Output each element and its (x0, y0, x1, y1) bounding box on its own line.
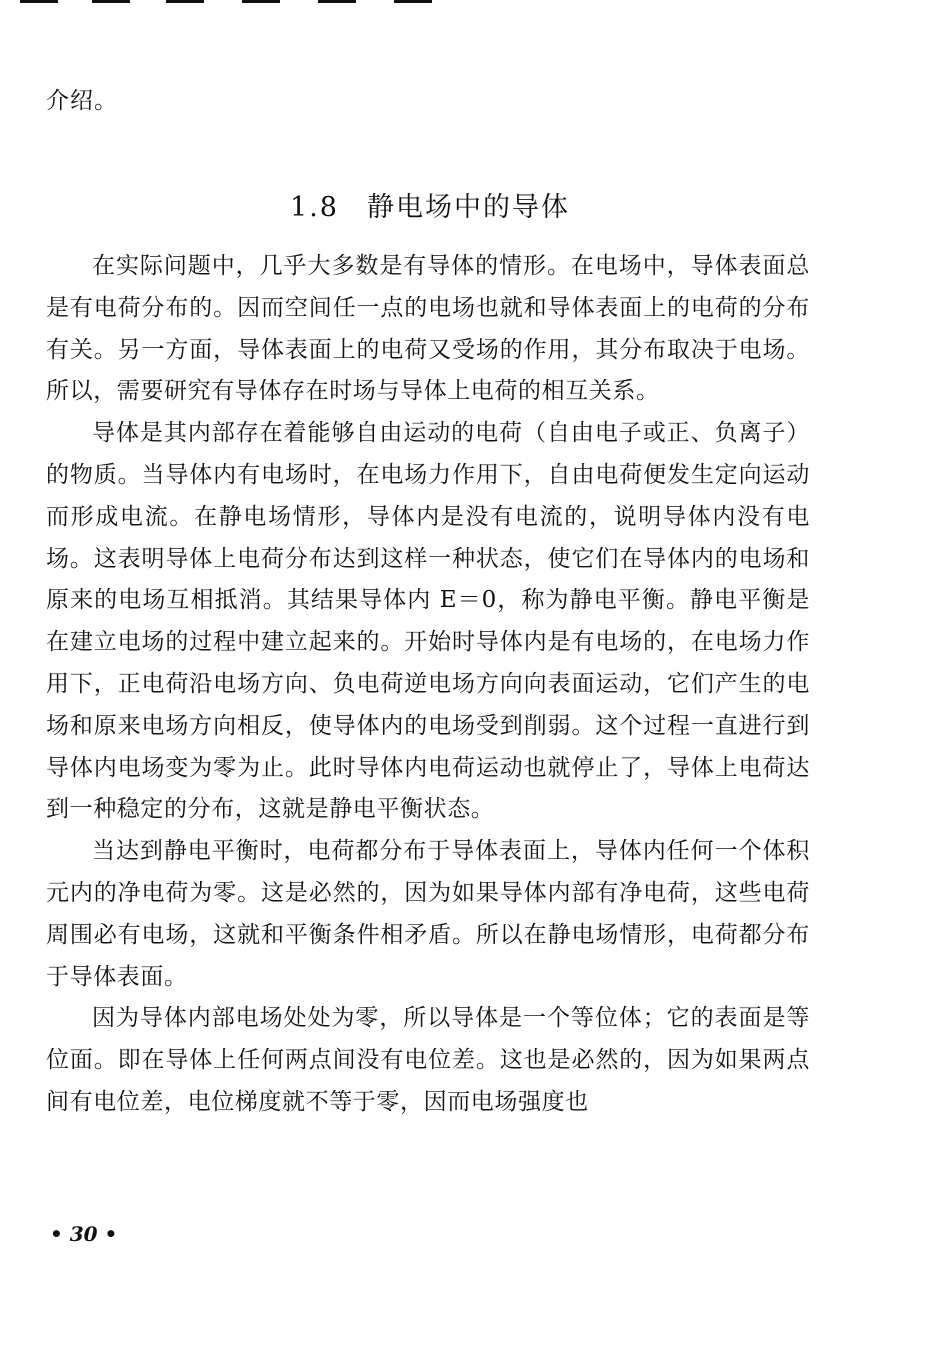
paragraph-3: 当达到静电平衡时，电荷都分布于导体表面上，导体内任何一个体积元内的净电荷为零。这是必然的，因为如果导体内部有净电荷，这些电荷周围必有电场，这就和平衡条件相矛盾。所以在静电场情形，电荷都分布于导体表面。 (46, 838, 810, 990)
margin-scan-mark (921, 1105, 929, 1129)
section-heading (0, 185, 860, 224)
section-number: 1.8 (290, 192, 339, 223)
paragraph-4: 因为导体内部电场处处为零，所以导体是一个等位体；它的表面是等位面。即在导体上任何两点间没有电位差。这也是必然的，因为如果两点间有电位差，电位梯度就不等于零，因而电场强度也 (46, 1005, 810, 1115)
page-number: • 30 • (50, 1222, 118, 1246)
top-rule-lines (20, 0, 440, 4)
paragraph-1: 在实际问题中，几乎大多数是有导体的情形。在电场中，导体表面总是有电荷分布的。因而空间任一点的电场也就和导体表面上的电荷的分布有关。另一方面，导体表面上的电荷又受场的作用，其分布取决于电场。所以，需要研究有导体存在时场与导体上电荷的相互关系。 (46, 253, 810, 405)
paragraph-2: 导体是其内部存在着能够自由运动的电荷（自由电子或正、负离子）的物质。当导体内有电场时，在电场力作用下，自由电荷便发生定向运动而形成电流。在静电场情形，导体内是没有电流的，说明导体内没有电场。这表明导体上电荷分布达到这样一种状态，使它们在导体内的电场和原来的电场互相抵消。其结果导体内 E＝0，称为静电平衡。静电平衡是在建立电场的过程中建立起来的。开始时导体内是有电场的，在电场力作用下，正电荷沿电场方向、负电荷逆电场方向向表面运动，它们产生的电场和原来电场方向相反，使导体内的电场受到削弱。这个过程一直进行到导体内电场变为零为止。此时导体内电荷运动也就停止了，导体上电荷达到一种稳定的分布，这就是静电平衡状态。 (46, 420, 810, 823)
intro-line: 介绍。 (46, 88, 118, 114)
body-text (46, 246, 810, 1124)
section-title: 静电场中的导体 (366, 192, 570, 223)
